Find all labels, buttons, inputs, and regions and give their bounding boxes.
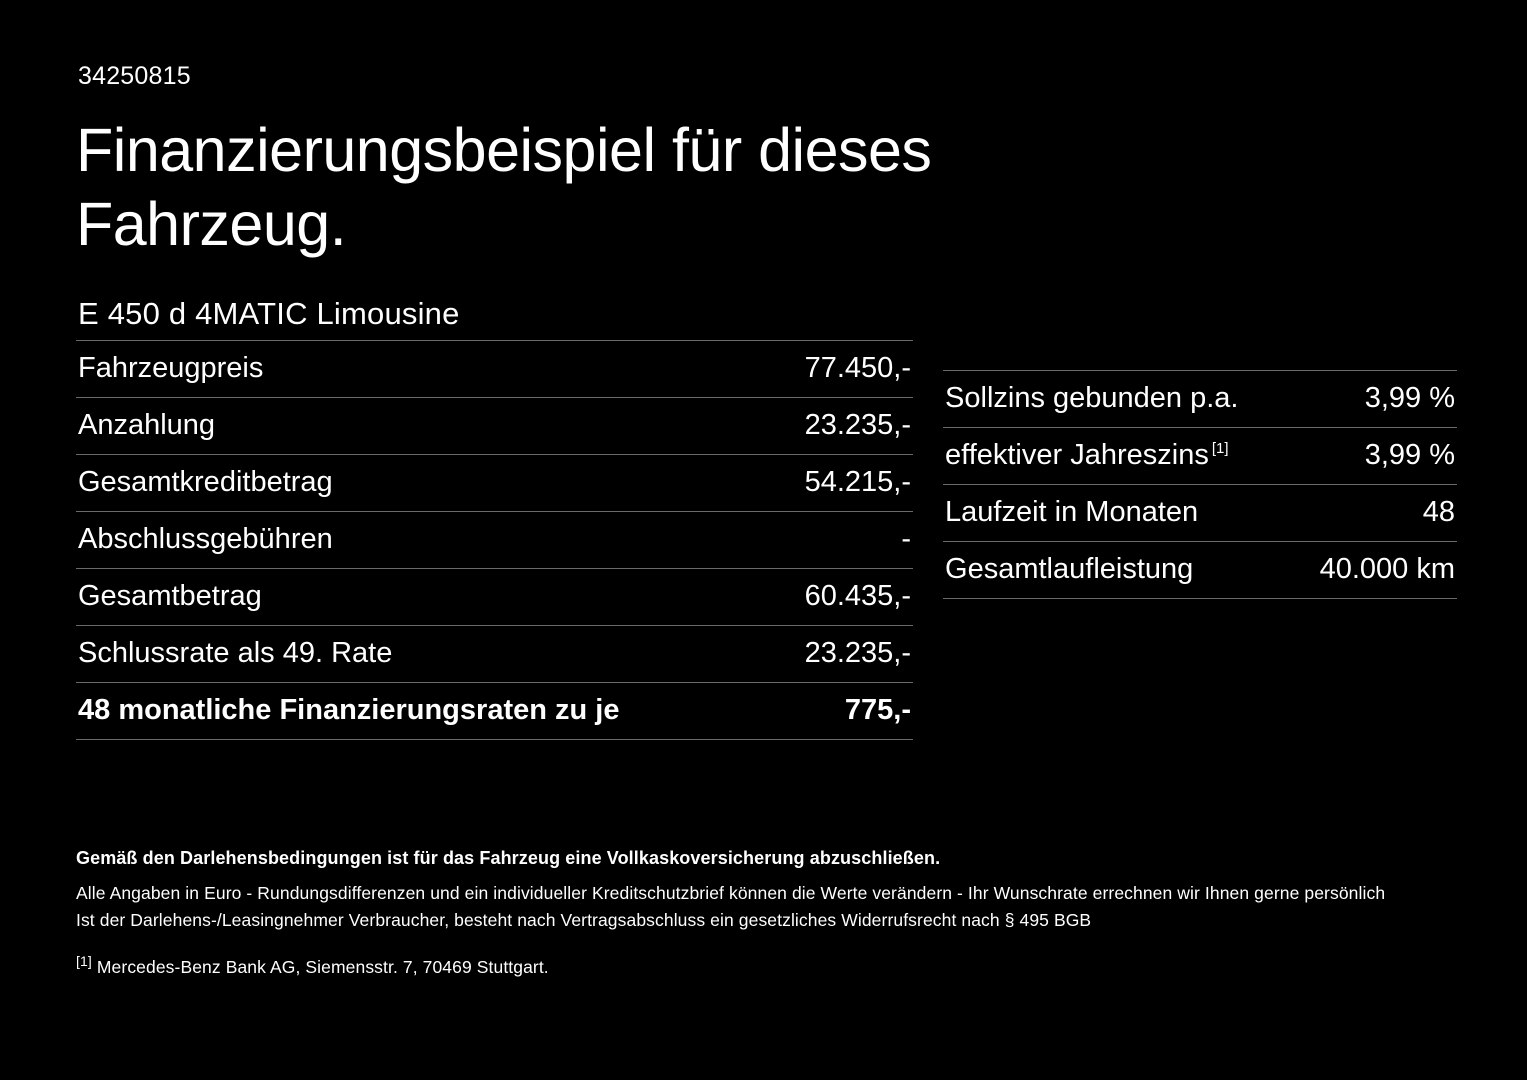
footnote-insurance-notice: Gemäß den Darlehensbedingungen ist für das Fahrzeug eine Vollkaskoversicherung abzuschließen. [76,848,941,868]
footnote-marker: [1] [1211,440,1229,458]
financing-table-right-wrapper [943,370,1457,599]
row-value: 23.235,- [804,636,912,669]
table-row [76,625,913,682]
page-title: Finanzierungsbeispiel für dieses Fahrzeug. [76,116,932,259]
table-row [76,454,913,511]
row-label [943,427,1293,484]
table-row [943,484,1457,541]
footnote-reference-1 [76,953,1456,978]
row-value: 77.450,- [804,351,912,384]
table-row [76,511,913,568]
row-label [943,370,1293,427]
table-row [943,427,1457,484]
row-value: 3,99 % [1364,438,1455,471]
financing-table-left-wrapper [76,340,913,740]
row-label [943,541,1293,598]
row-label-text: Gesamtlaufleistung [945,552,1194,585]
row-value: 60.435,- [804,579,912,612]
row-value: 3,99 % [1364,381,1455,414]
row-label: Schlussrate als 49. Rate [78,636,393,669]
footnote-line-1: Alle Angaben in Euro - Rundungsdifferenzen und ein individueller Kreditschutzbrief können die Werte verändern - Ihr Wunschrate errechnen wir Ihnen gerne persönlich [76,883,1386,903]
document-id: 34250815 [78,62,191,90]
table-row [76,340,913,397]
row-value: 23.235,- [804,408,912,441]
table-row [76,568,913,625]
row-label-text: Sollzins gebunden p.a. [945,381,1239,414]
row-label: 48 monatliche Finanzierungsraten zu je [78,693,620,726]
footnotes-block [76,848,1456,978]
vehicle-model-title: E 450 d 4MATIC Limousine [78,295,460,331]
row-label: Gesamtkreditbetrag [78,465,333,498]
row-label: Abschlussgebühren [78,522,333,555]
footnote-reference-text: Mercedes-Benz Bank AG, Siemensstr. 7, 70469 Stuttgart. [96,956,549,977]
table-row [943,541,1457,598]
table-row [76,397,913,454]
row-value: - [901,522,912,555]
row-label: Fahrzeugpreis [78,351,264,384]
row-label-text: Laufzeit in Monaten [945,495,1199,528]
footnote-line-2: Ist der Darlehens-/Leasingnehmer Verbraucher, besteht nach Vertragsabschluss ein gesetzliches Widerrufsrecht nach § 495 BGB [76,910,1092,930]
table-row-monthly-rate [76,682,913,739]
row-value: 40.000 km [1319,552,1455,585]
row-value: 48 [1422,495,1455,528]
financing-table-left [76,340,913,740]
footnote-reference-marker: [1] [76,953,92,969]
row-label [943,484,1293,541]
row-label-text: effektiver Jahreszins [945,438,1209,471]
row-label: Gesamtbetrag [78,579,262,612]
row-value: 54.215,- [804,465,912,498]
financing-tables [76,340,1457,740]
table-row [943,370,1457,427]
row-value: 775,- [844,693,912,726]
financing-table-right [943,370,1457,599]
row-label: Anzahlung [78,408,216,441]
